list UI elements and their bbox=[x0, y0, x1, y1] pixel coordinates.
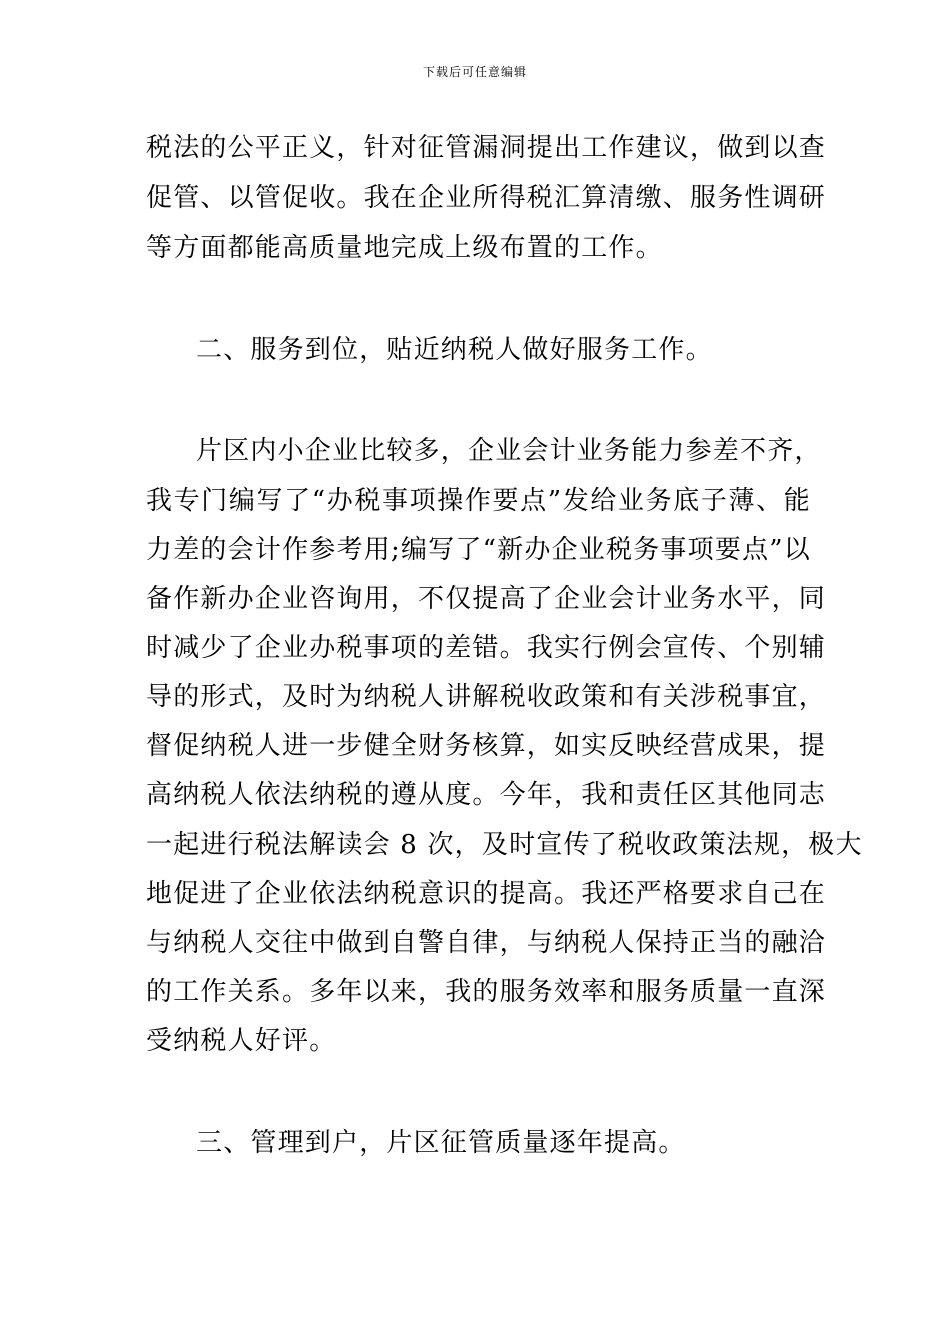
text-line: 力差的会计作参考用;编写了“新办企业税务事项要点”以 bbox=[146, 535, 811, 565]
text-line: 与纳税人交往中做到自警自律，与纳税人保持正当的融洽 bbox=[146, 928, 827, 958]
text-line: 的工作关系。多年以来，我的服务效率和服务质量一直深 bbox=[146, 977, 827, 1007]
text-line: 时减少了企业办税事项的差错。我实行例会宣传、个别辅 bbox=[146, 633, 827, 663]
text-line: 税法的公平正义，针对征管漏洞提出工作建议，做到以查 bbox=[146, 133, 827, 163]
text-line: 促管、以管促收。我在企业所得税汇算清缴、服务性调研 bbox=[146, 183, 827, 213]
text-line: 导的形式，及时为纳税人讲解税收政策和有关涉税事宜， bbox=[146, 682, 827, 712]
text-line: 高纳税人依法纳税的遵从度。今年，我和责任区其他同志 bbox=[146, 780, 827, 810]
text-line: 我专门编写了“办税事项操作要点”发给业务底子薄、能 bbox=[146, 486, 811, 516]
text-line: 一起进行税法解读会 8 次，及时宣传了税收政策法规，极大 bbox=[146, 830, 863, 860]
text-line: 督促纳税人进一步健全财务核算，如实反映经营成果，提 bbox=[146, 731, 827, 761]
section-heading: 三、管理到户，片区征管质量逐年提高。 bbox=[196, 1128, 686, 1158]
text-line: 地促进了企业依法纳税意识的提高。我还严格要求自己在 bbox=[146, 879, 827, 909]
header-note: 下载后可任意编辑 bbox=[422, 65, 527, 79]
text-line: 片区内小企业比较多，企业会计业务能力参差不齐， bbox=[196, 436, 822, 466]
text-line: 等方面都能高质量地完成上级布置的工作。 bbox=[146, 233, 663, 263]
text-line: 备作新办企业咨询用，不仅提高了企业会计业务水平，同 bbox=[146, 584, 827, 614]
text-line: 受纳税人好评。 bbox=[146, 1026, 337, 1056]
section-heading: 二、服务到位，贴近纳税人做好服务工作。 bbox=[196, 335, 713, 365]
